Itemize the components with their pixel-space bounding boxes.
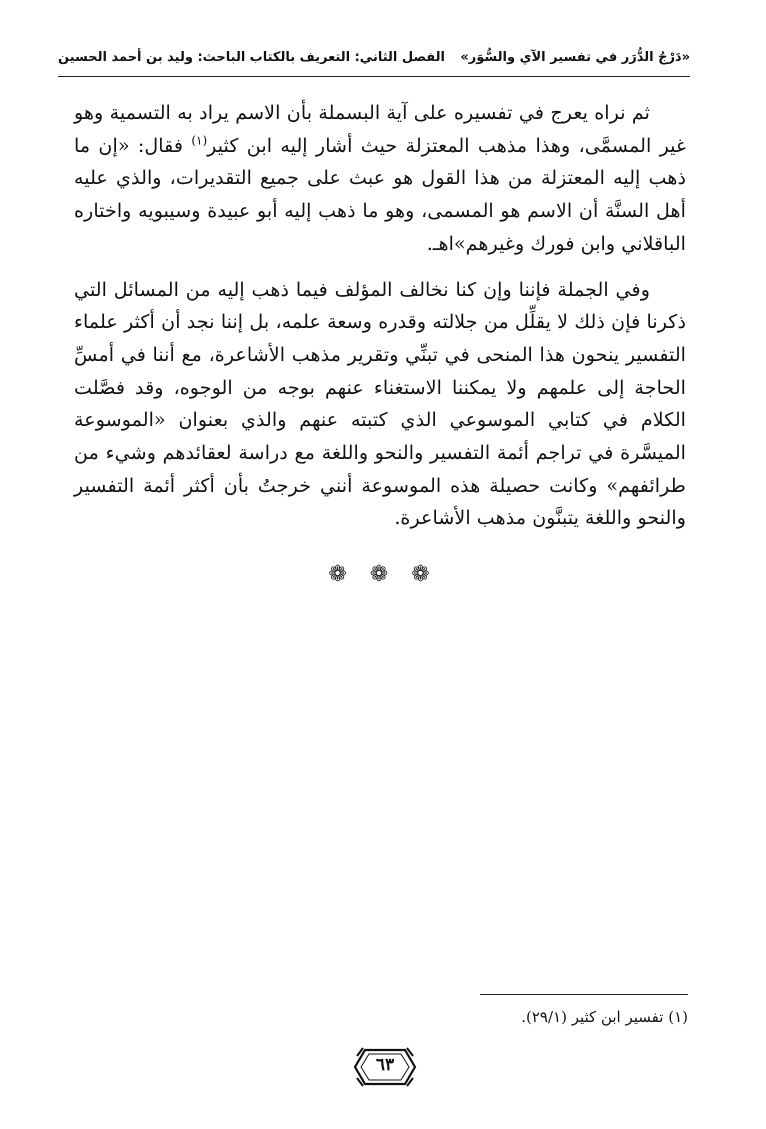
paragraph-1-before-ref: ثم نراه يعرج في تفسيره على آية البسملة بأن الاسم يراد به التسمية وهو غير المسمَّى، وهذا مذهب المعتزلة حيث أشار إليه ابن كثير xyxy=(74,101,686,157)
paragraph-1 xyxy=(74,97,686,261)
running-header xyxy=(58,48,690,74)
header-researcher: الباحث: وليد بن أحمد الحسين xyxy=(58,50,246,65)
paragraph-1-after-ref: فقال: «إن ما ذهب إليه المعتزلة من هذا القول هو عبث على جميع التقديرات، والذي عليه أهل السنَّة أن الاسم هو المسمى، وهو ما ذهب إليه أبو عبيدة وسيبويه واختاره الباقلاني وابن فورك وغيرهم»اهـ. xyxy=(74,133,686,255)
footnote-rule xyxy=(480,994,688,995)
main-text xyxy=(74,97,686,548)
footnote-text: تفسير ابن كثير (٢٩/١). xyxy=(521,1008,664,1026)
page-number-badge xyxy=(353,1046,417,1088)
page-number: ٦٣ xyxy=(375,1055,395,1075)
header-book-title: «دَرْجُ الدُّرَر في تفسير الآي والسُّوَر» xyxy=(460,50,690,65)
section-ornament: ❁ ❁ ❁ xyxy=(328,562,438,587)
header-chapter: الفصل الثاني: التعريف بالكتاب xyxy=(249,50,445,65)
footnote-reference[interactable]: (١) xyxy=(191,133,208,148)
footnote-number: (١) xyxy=(668,1008,688,1026)
footnote xyxy=(521,1008,688,1026)
paragraph-2: وفي الجملة فإننا وإن كنا نخالف المؤلف فيما ذهب إليه من المسائل التي ذكرنا فإن ذلك لا يقلِّل من جلالته وقدره وسعة علمه، بل إننا نجد أن أكثر علماء التفسير ينحون هذا المنحى في تبنِّي وتقرير مذهب الأشاعرة، مع أننا في أمسِّ الحاجة إلى علمهم ولا يمكننا الاستغناء عنهم بوجه من الوجوه، وقد فصَّلت الكلام في كتابي الموسوعي الذي كتبته عنهم والذي بعنوان «الموسوعة الميسَّرة في تراجم أئمة التفسير والنحو واللغة مع دراسة لعقائدهم وشيء من طرائفهم» وكانت حصيلة هذه الموسوعة أنني خرجتُ بأن أكثر أئمة التفسير والنحو واللغة يتبنَّون مذهب الأشاعرة. xyxy=(74,277,686,530)
header-rule xyxy=(58,76,690,77)
